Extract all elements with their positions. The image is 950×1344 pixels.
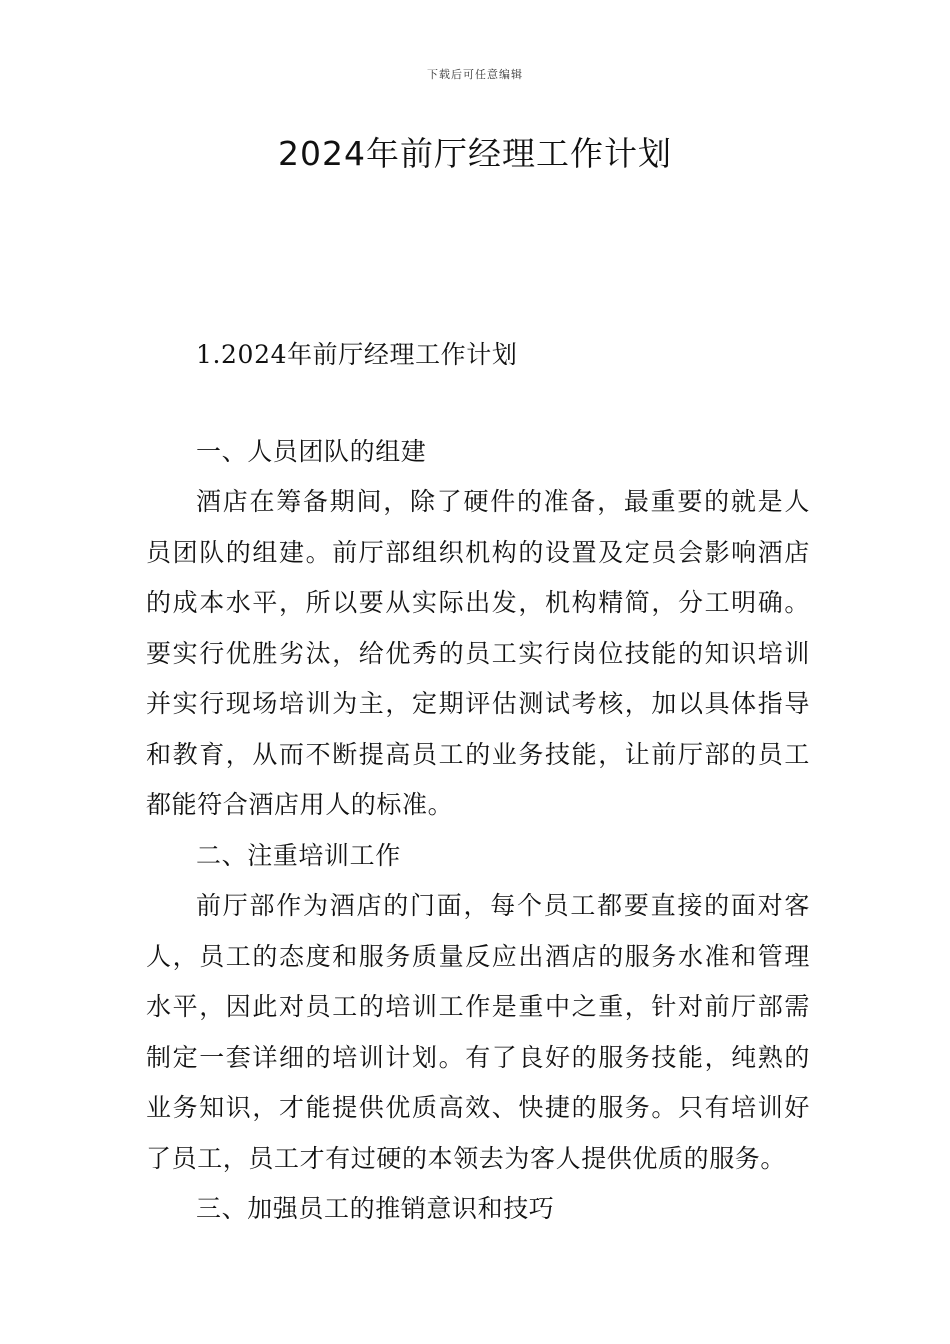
heading-training: 二、注重培训工作 (196, 840, 401, 870)
download-note: 下载后可任意编辑 (427, 68, 523, 81)
section-title: 1.2024年前厅经理工作计划 (196, 340, 518, 369)
heading-sales-awareness: 三、加强员工的推销意识和技巧 (196, 1194, 555, 1223)
document-body (146, 330, 810, 1235)
paragraph-training: 前厅部作为酒店的门面，每个员工都要直接的面对客人，员工的态度和服务质量反应出酒店的服务水准和管理水平，因此对员工的培训工作是重中之重，针对前厅部需制定一套详细的培训计划。有了良好的服务技能，纯熟的业务知识，才能提供优质高效、快捷的服务。只有培训好了员工，员工才有过硬的本领去为客人提供优质的服务。 (146, 891, 810, 1173)
paragraph-team-building: 酒店在筹备期间，除了硬件的准备，最重要的就是人员团队的组建。前厅部组织机构的设置及定员会影响酒店的成本水平，所以要从实际出发，机构精简，分工明确。要实行优胜劣汰，给优秀的员工实行岗位技能的知识培训并实行现场培训为主，定期评估测试考核，加以具体指导和教育，从而不断提高员工的业务技能，让前厅部的员工都能符合酒店用人的标准。 (146, 487, 810, 819)
heading-team-building: 一、人员团队的组建 (196, 436, 427, 466)
document-title: 2024年前厅经理工作计划 (278, 134, 672, 173)
